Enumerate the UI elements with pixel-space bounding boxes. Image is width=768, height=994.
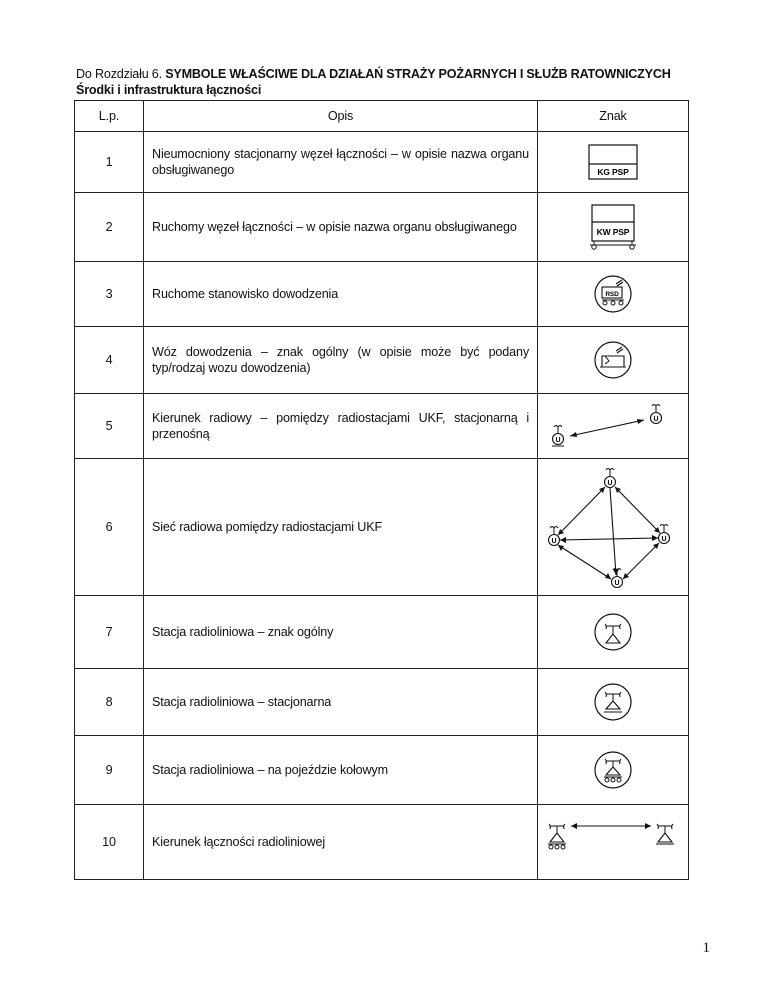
header-znak: Znak — [538, 101, 689, 132]
command-vehicle-icon — [593, 340, 633, 380]
table-row — [75, 193, 689, 262]
radio-relay-vehicle-icon — [593, 750, 633, 790]
row-description: Stacja radioliniowa – stacjonarna — [144, 669, 538, 736]
radio-relay-stationary-icon — [593, 682, 633, 722]
table-header-row — [75, 101, 689, 132]
row-symbol — [538, 193, 689, 262]
row-description: Ruchomy węzeł łączności – w opisie nazwa organu obsługiwanego — [144, 193, 538, 262]
heading-line-1 — [76, 66, 716, 82]
row-description: Kierunek radiowy – pomiędzy radiostacjami UKF, stacjonarną i przenośną — [144, 394, 538, 459]
row-description: Stacja radioliniowa – na pojeździe kołowym — [144, 736, 538, 805]
radio-network-icon — [543, 462, 683, 592]
table-row — [75, 459, 689, 596]
table-row — [75, 132, 689, 193]
row-number: 10 — [75, 805, 144, 880]
table-row — [75, 805, 689, 880]
row-description: Ruchome stanowisko dowodzenia — [144, 262, 538, 327]
table-row — [75, 669, 689, 736]
table-row — [75, 394, 689, 459]
table-row — [75, 736, 689, 805]
row-number: 2 — [75, 193, 144, 262]
radio-label: U — [607, 480, 613, 487]
header-opis: Opis — [144, 101, 538, 132]
heading-subtitle: Środki i infrastruktura łączności — [76, 83, 262, 97]
row-number: 5 — [75, 394, 144, 459]
symbols-table — [74, 100, 689, 880]
command-post-label: RSD — [605, 291, 619, 298]
row-number: 6 — [75, 459, 144, 596]
radio-label: U — [551, 538, 557, 545]
heading-prefix: Do Rozdziału 6. — [76, 67, 166, 81]
row-number: 3 — [75, 262, 144, 327]
radio-label: U — [555, 437, 561, 444]
row-symbol — [538, 669, 689, 736]
radio-label: U — [661, 536, 667, 543]
row-number: 4 — [75, 327, 144, 394]
radio-label: U — [614, 580, 620, 587]
radio-relay-station-icon — [593, 612, 633, 652]
row-number: 8 — [75, 669, 144, 736]
table-row — [75, 262, 689, 327]
page-number: 1 — [702, 940, 710, 956]
table-row — [75, 596, 689, 669]
row-symbol — [538, 262, 689, 327]
stationary-node-icon — [588, 144, 638, 180]
table-row — [75, 327, 689, 394]
node-stationary-label: KG PSP — [597, 167, 629, 177]
radio-label: U — [653, 416, 659, 423]
page-heading — [76, 66, 716, 98]
row-description: Kierunek łączności radioliniowej — [144, 805, 538, 880]
row-description: Sieć radiowa pomiędzy radiostacjami UKF — [144, 459, 538, 596]
radio-direction-icon — [548, 396, 678, 456]
header-lp: L.p. — [75, 101, 144, 132]
row-symbol — [538, 805, 689, 880]
row-symbol — [538, 394, 689, 459]
heading-title: SYMBOLE WŁAŚCIWE DLA DZIAŁAŃ STRAŻY POŻARNYCH I SŁUŻB RATOWNICZYCH — [165, 67, 671, 81]
command-post-icon — [593, 274, 633, 314]
row-symbol — [538, 736, 689, 805]
mobile-node-icon — [588, 204, 638, 250]
row-number: 9 — [75, 736, 144, 805]
row-description: Wóz dowodzenia – znak ogólny (w opisie może być podany typ/rodzaj wozu dowodzenia) — [144, 327, 538, 394]
row-symbol — [538, 132, 689, 193]
row-number: 7 — [75, 596, 144, 669]
radio-relay-direction-icon — [545, 820, 681, 864]
row-symbol — [538, 596, 689, 669]
row-description: Nieumocniony stacjonarny węzeł łączności – w opisie nazwa organu obsługiwanego — [144, 132, 538, 193]
node-mobile-label: KW PSP — [596, 227, 630, 237]
row-symbol — [538, 459, 689, 596]
row-symbol — [538, 327, 689, 394]
row-description: Stacja radioliniowa – znak ogólny — [144, 596, 538, 669]
row-number: 1 — [75, 132, 144, 193]
